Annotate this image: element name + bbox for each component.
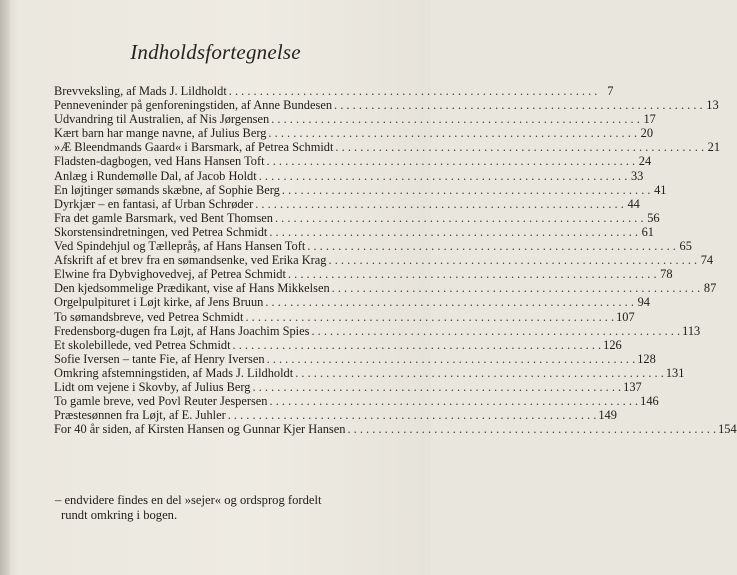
table-of-contents — [54, 84, 737, 437]
toc-entry — [54, 394, 659, 409]
toc-dot-leader — [275, 211, 644, 225]
toc-entry — [54, 112, 656, 127]
toc-dot-leader — [270, 394, 639, 408]
toc-dot-leader — [233, 338, 602, 352]
toc-entry-page: 41 — [654, 182, 667, 197]
toc-entry-page: 56 — [647, 210, 660, 225]
closing-note-line-2: rundt omkring i bogen. — [61, 508, 178, 522]
toc-entry-title: Penneveninder på genforeningstiden, af Anne Bundesen — [54, 98, 333, 113]
toc-entry-title: Sofie Iversen – tante Fie, af Henry Iversen — [54, 351, 265, 366]
toc-dot-leader — [267, 352, 636, 366]
toc-entry — [54, 379, 642, 394]
toc-entry-page: 107 — [616, 309, 635, 324]
toc-entry-title: Elwine fra Dybvighovedvej, af Petrea Schmidt — [54, 267, 286, 282]
toc-entry-title: Præstesønnen fra Løjt, af E. Juhler — [54, 408, 226, 423]
toc-entry-page: 44 — [627, 196, 640, 211]
toc-entry-page: 61 — [641, 224, 654, 239]
toc-dot-leader — [295, 366, 664, 380]
toc-dot-leader — [335, 140, 704, 154]
toc-entry — [54, 253, 714, 268]
toc-entry — [54, 295, 650, 310]
toc-entry-title: Fredensborg-dugen fra Løjt, af Hans Joachim Spies — [54, 323, 310, 338]
toc-dot-leader — [311, 324, 680, 338]
toc-entry-title: Anlæg i Rundemølle Dal, af Jacob Holdt — [54, 168, 257, 183]
toc-dot-leader — [267, 154, 636, 168]
toc-entry-page: 94 — [637, 295, 650, 310]
toc-dot-leader — [229, 84, 598, 98]
toc-entry-title: Dyrkjær – en fantasi, af Urban Schrøder — [54, 196, 254, 211]
toc-entry-title: Fladsten-dagbogen, ved Hans Hansen Toft — [54, 154, 265, 169]
toc-entry — [54, 351, 656, 366]
toc-entry-title: Et skolebillede, ved Petrea Schmidt — [54, 337, 231, 352]
toc-entry — [54, 154, 652, 169]
toc-entry-page: 128 — [637, 351, 656, 366]
toc-entry — [54, 422, 737, 437]
toc-entry — [54, 337, 622, 352]
toc-entry-title: En løjtinger sømands skæbne, af Sophie Berg — [54, 182, 280, 197]
toc-entry — [54, 98, 719, 113]
toc-entry — [54, 126, 654, 141]
toc-entry-title: Ved Spindehjul og Tællepråş, af Hans Hansen Toft — [54, 239, 306, 254]
toc-dot-leader — [307, 239, 676, 253]
toc-dot-leader — [253, 380, 622, 394]
toc-dot-leader — [334, 98, 703, 112]
toc-entry — [54, 196, 640, 211]
toc-entry-title: Omkring afstemningstiden, af Mads J. Lildholdt — [54, 365, 294, 380]
toc-entry — [54, 239, 692, 254]
toc-entry-page: 126 — [603, 337, 622, 352]
toc-entry-title: Skorstensindretningen, ved Petrea Schmidt — [54, 224, 268, 239]
toc-entry — [54, 210, 660, 225]
toc-dot-leader — [259, 169, 628, 183]
toc-dot-leader — [255, 197, 624, 211]
toc-entry-title: Fra det gamle Barsmark, ved Bent Thomsen — [54, 210, 273, 225]
toc-entry-title: Afskrift af et brev fra en sømandsenke, ved Erika Krag — [54, 253, 327, 268]
toc-entry-page: 33 — [630, 168, 644, 183]
toc-entry-page: 24 — [638, 154, 652, 169]
toc-dot-leader — [268, 126, 637, 140]
toc-entry-page: 65 — [679, 239, 692, 254]
toc-dot-leader — [228, 408, 597, 422]
toc-entry-page: 17 — [643, 112, 656, 127]
book-spine-shadow — [0, 0, 10, 575]
toc-entry-title: For 40 år siden, af Kirsten Hansen og Gunnar Kjer Hansen — [54, 422, 346, 437]
toc-dot-leader — [332, 281, 701, 295]
toc-entry-page: 13 — [706, 98, 719, 113]
toc-entry-page: 146 — [640, 394, 659, 409]
toc-dot-leader — [347, 422, 716, 436]
toc-entry — [54, 168, 644, 183]
toc-entry-page: 78 — [660, 267, 673, 282]
toc-entry-title: Den kjedsommelige Prædikant, vise af Hans Mikkelsen — [54, 281, 330, 296]
toc-entry-title: Kært barn har mange navne, af Julius Berg — [54, 126, 267, 141]
toc-entry — [54, 182, 667, 197]
toc-entry — [54, 84, 614, 98]
toc-entry-page: 154 — [718, 422, 737, 437]
toc-entry-page: 87 — [703, 281, 717, 296]
toc-dot-leader — [245, 310, 614, 324]
toc-entry-page: 149 — [598, 408, 617, 423]
closing-note-line-1: – endvidere findes en del »sejer« og ordsprog fordelt — [55, 493, 322, 507]
toc-entry-page: 21 — [707, 140, 721, 155]
toc-entry-title: Brevveksling, af Mads J. Lildholdt — [54, 84, 227, 98]
toc-entry-page: 7 — [607, 84, 614, 98]
toc-entry-page: 20 — [640, 126, 654, 141]
toc-dot-leader — [329, 253, 698, 267]
toc-entry — [54, 224, 654, 239]
toc-entry-title: Udvandring til Australien, af Nis Jørgensen — [54, 112, 270, 127]
toc-entry-title: To sømandsbreve, ved Petrea Schmidt — [54, 309, 244, 324]
toc-dot-leader — [288, 267, 657, 281]
toc-entry — [54, 365, 685, 380]
toc-entry-title: Orgelpulpituret i Løjt kirke, af Jens Bruun — [54, 295, 264, 310]
toc-entry — [54, 140, 721, 155]
closing-note — [55, 493, 355, 523]
toc-dot-leader — [271, 112, 640, 126]
page-title: Indholdsfortegnelse — [130, 40, 301, 64]
toc-entry — [54, 267, 673, 282]
toc-entry-title: Lidt om vejene i Skovby, af Julius Berg — [54, 379, 251, 394]
toc-entry-title: To gamle breve, ved Povl Reuter Jespersen — [54, 394, 268, 409]
toc-entry-page: 113 — [682, 323, 701, 338]
toc-entry — [54, 309, 635, 324]
toc-entry-page: 131 — [665, 365, 685, 380]
toc-entry-title: »Æ Bleendmands Gaard« i Barsmark, af Petrea Schmidt — [54, 140, 334, 155]
toc-dot-leader — [265, 295, 634, 309]
toc-entry-page: 74 — [700, 253, 714, 268]
toc-dot-leader — [269, 225, 638, 239]
toc-entry — [54, 281, 717, 296]
toc-entry-page: 137 — [623, 379, 642, 394]
toc-entry — [54, 408, 617, 423]
toc-dot-leader — [282, 183, 651, 197]
toc-entry — [54, 323, 701, 338]
